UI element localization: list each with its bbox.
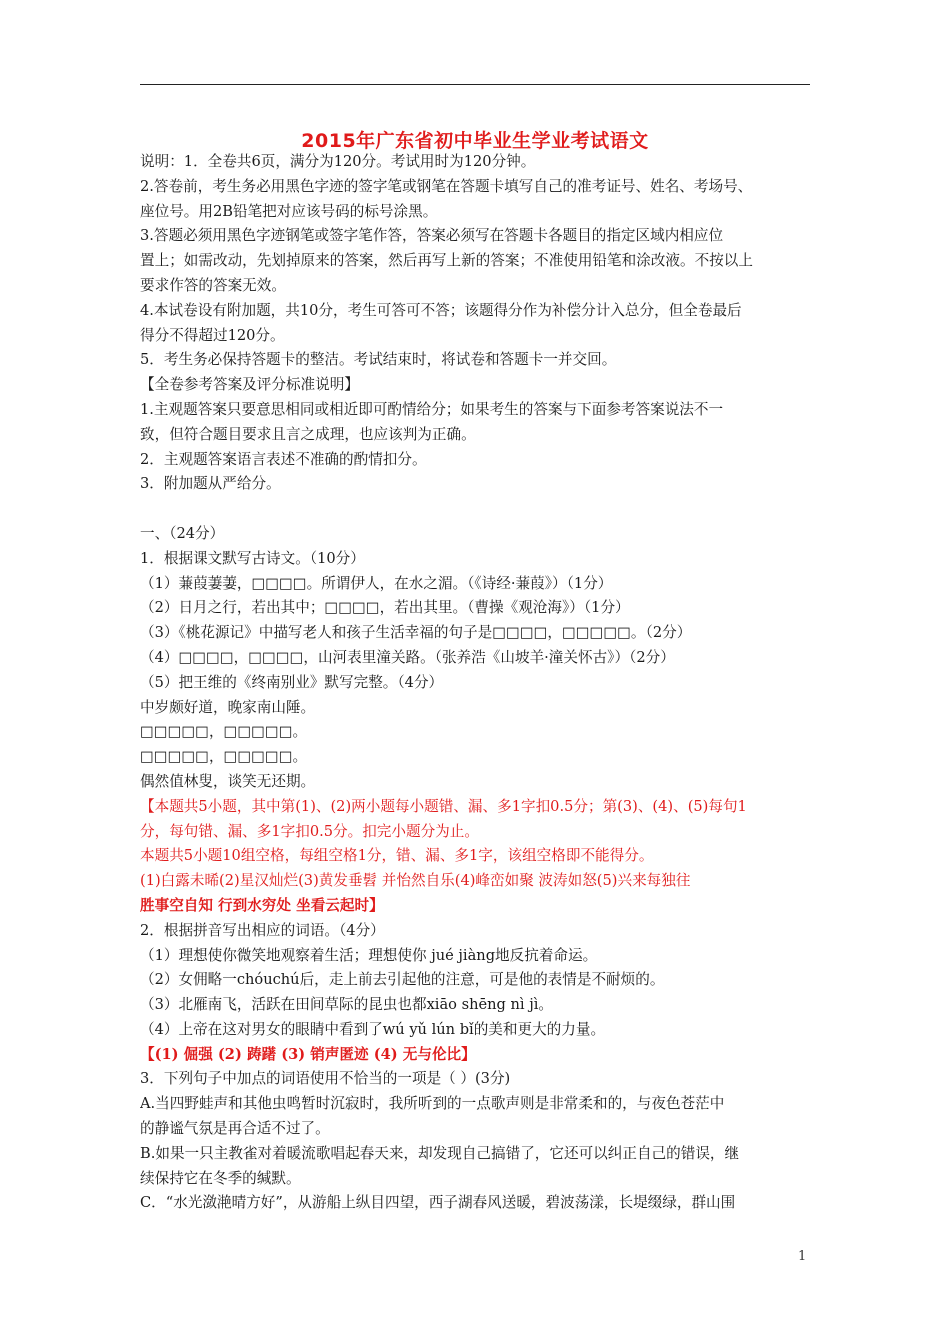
note-line: 1.主观题答案只要意思相同或相近即可酌情给分；如果考生的答案与下面参考答案说法不一 — [140, 400, 724, 418]
header-rule — [140, 84, 810, 85]
option-line: 续保持它在冬季的缄默。 — [140, 1169, 301, 1187]
exam-title: 2015年广东省初中毕业生学业考试语文 — [301, 130, 649, 152]
question-item: （5）把王维的《终南别业》默写完整。（4分） — [140, 673, 444, 691]
answer-scoring: 【本题共5小题，其中第(1)、(2)两小题每小题错、漏、多1字扣0.5分；第(3)、(4)、(5)每句1 — [140, 797, 747, 815]
note-line: 致，但符合题目要求且言之成理，也应该判为正确。 — [140, 425, 476, 443]
question-item: （1）理想使你微笑地观察着生活；理想使你 jué jiàng地反抗着命运。 — [140, 946, 598, 964]
question-item: （3）北雁南飞，活跃在田间草际的昆虫也都xiāo shēng nì jì。 — [140, 996, 553, 1014]
answer-key: 【(1) 倔强 (2) 踌躇 (3) 销声匿迹 (4) 无与伦比】 — [140, 1045, 476, 1063]
note-line: 置上；如需改动，先划掉原来的答案，然后再写上新的答案；不准使用铅笔和涂改液。不按以上 — [140, 252, 753, 270]
question-stem: 2．根据拼音写出相应的词语。（4分） — [140, 921, 385, 939]
note-line: 4.本试卷设有附加题，共10分，考生可答可不答；该题得分作为补偿分计入总分，但全卷最后 — [140, 301, 742, 319]
option-line: B.如果一只主教雀对着暖流歌唱起春天来，却发现自己搞错了，它还可以纠正自己的错误，继 — [140, 1144, 740, 1162]
document-body — [140, 150, 812, 1216]
question-stem: 3．下列句子中加点的词语使用不恰当的一项是（ ）(3分) — [140, 1070, 511, 1088]
option-line: 的静谧气氛是再合适不过了。 — [140, 1120, 330, 1138]
answer-scoring: 本题共5小题10组空格，每组空格1分，错、漏、多1字，该组空格即不能得分。 — [140, 847, 654, 865]
note-line: 3.答题必须用黑色字迹钢笔或签字笔作答，答案必须写在答题卡各题目的指定区域内相应位 — [140, 227, 724, 245]
note-line: 要求作答的答案无效。 — [140, 276, 286, 294]
option-line: C．“水光潋滟晴方好”，从游船上纵目四望，西子湖春风送暖，碧波荡漾，长堤缀绿，群山围 — [140, 1194, 736, 1212]
note-line: 2．主观题答案语言表述不准确的酌情扣分。 — [140, 450, 427, 468]
question-item: （1）蒹葭萋萋，□□□□。所谓伊人，在水之湄。（《诗经·蒹葭》）（1分） — [140, 574, 613, 592]
question-item: （2）女佣略一chóuchú后，走上前去引起他的注意，可是他的表情是不耐烦的。 — [140, 971, 665, 989]
answer-key: 胜事空自知 行到水穷处 坐看云起时】 — [140, 896, 384, 914]
note-line: 2.答卷前，考生务必用黑色字迹的签字笔或钢笔在答题卡填写自己的准考证号、姓名、考场号、 — [140, 177, 753, 195]
note-line: 【全卷参考答案及评分标准说明】 — [140, 376, 359, 394]
note-line: 得分不得超过120分。 — [140, 326, 285, 344]
note-line: 说明：1．全卷共6页，满分为120分。考试用时为120分钟。 — [140, 153, 536, 170]
question-item: （4）□□□□，□□□□，山河表里潼关路。（张养浩《山坡羊·潼关怀古》）（2分） — [140, 648, 675, 666]
poem-line: □□□□□，□□□□□。 — [140, 748, 308, 766]
question-item: （4）上帝在这对男女的眼睛中看到了wú yǔ lún bǐ的美和更大的力量。 — [140, 1020, 606, 1038]
note-line: 3．附加题从严给分。 — [140, 475, 281, 493]
poem-line: 偶然值林叟，谈笑无还期。 — [140, 772, 316, 790]
question-item: （2）日月之行，若出其中；□□□□，若出其里。（曹操《观沧海》）（1分） — [140, 599, 630, 617]
question-stem: 1．根据课文默写古诗文。（10分） — [140, 549, 365, 567]
blank-line — [140, 497, 812, 522]
question-item: （3）《桃花源记》中描写老人和孩子生活幸福的句子是□□□□，□□□□□。（2分） — [140, 624, 692, 642]
note-line: 5．考生务必保持答题卡的整洁。考试结束时，将试卷和答题卡一并交回。 — [140, 351, 617, 369]
note-line: 座位号。用2B铅笔把对应该号码的标号涂黑。 — [140, 202, 438, 220]
option-line: A.当四野蛙声和其他虫鸣暂时沉寂时，我所听到的一点歌声则是非常柔和的，与夜色苍茫中 — [140, 1095, 725, 1113]
section-header: 一、（24分） — [140, 524, 225, 542]
answer-scoring: 分，每句错、漏、多1字扣0.5分。扣完小题分为止。 — [140, 822, 479, 840]
page-number: 1 — [798, 1249, 807, 1264]
poem-line: □□□□□，□□□□□。 — [140, 723, 308, 741]
poem-line: 中岁颇好道，晚家南山陲。 — [140, 698, 316, 716]
answer-key: (1)白露未晞(2)星汉灿烂(3)黄发垂髫 并怡然自乐(4)峰峦如聚 波涛如怒(5)兴来每独往 — [140, 872, 691, 890]
